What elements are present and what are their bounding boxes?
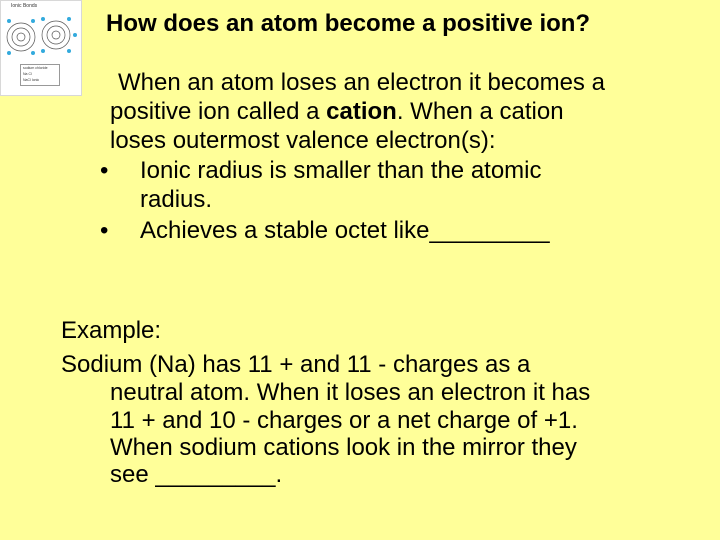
- example-line: Sodium (Na) has 11 + and 11 - charges as a: [61, 351, 531, 378]
- cation-term: cation: [326, 98, 397, 125]
- example-line: see _________.: [110, 461, 283, 488]
- ionic-bonds-thumbnail: [0, 0, 82, 96]
- bullet-2-line-1: Achieves a stable octet like_________: [140, 217, 550, 244]
- intro-line-2: [110, 97, 564, 126]
- thumbnail-title: Ionic Bonds: [11, 3, 38, 9]
- example-line: 11 + and 10 - charges or a net charge of +1.: [110, 407, 578, 434]
- bullet-1-line-2: radius.: [140, 186, 213, 213]
- bullet-1-line-1: Ionic radius is smaller than the atomic: [140, 157, 542, 184]
- bullet-marker: •: [100, 157, 109, 184]
- legend-line: sodium chloride: [23, 66, 48, 70]
- legend-line: NaCl Ionic: [23, 78, 40, 82]
- thumbnail-legend: [20, 64, 60, 86]
- intro-line-2-pre: positive ion called a: [110, 98, 327, 125]
- intro-line-3: loses outermost valence electron(s):: [110, 127, 496, 154]
- bullet-marker: •: [100, 217, 109, 244]
- slide-title: How does an atom become a positive ion?: [106, 10, 591, 37]
- example-label: Example:: [61, 317, 162, 344]
- legend-line: Na Cl: [23, 72, 32, 76]
- intro-line-2-post: . When a cation: [396, 98, 564, 125]
- intro-line-1: When an atom loses an electron it becomes a: [118, 69, 605, 96]
- example-line: neutral atom. When it loses an electron it has: [110, 379, 591, 406]
- example-line: When sodium cations look in the mirror they: [110, 434, 577, 461]
